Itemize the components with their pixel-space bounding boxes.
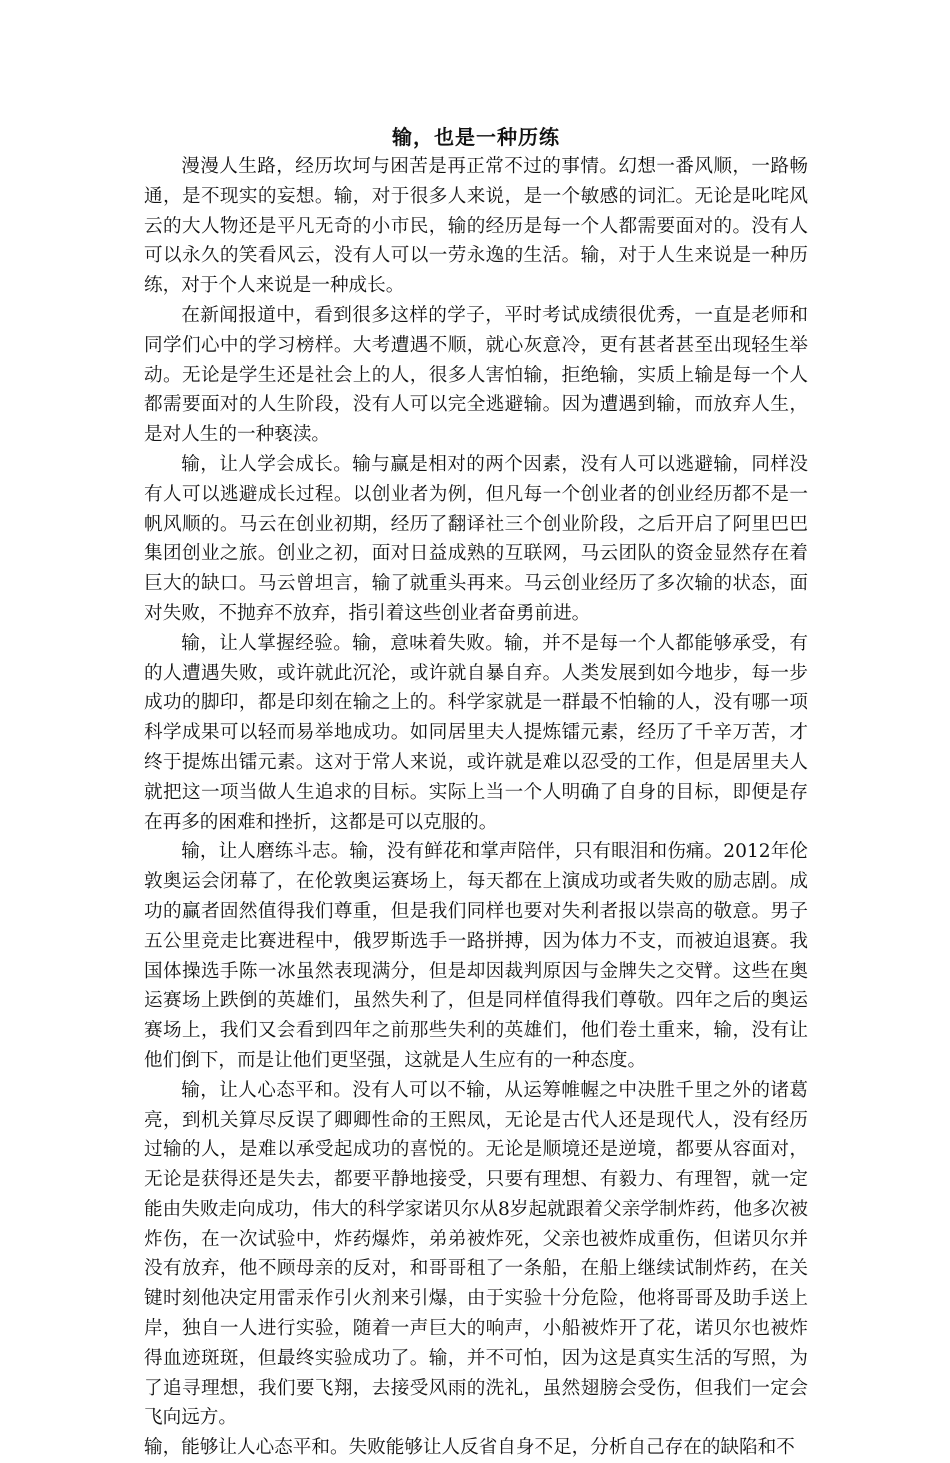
paragraph-7: 输，能够让人心态平和。失败能够让人反省自身不足，分析自己存在的缺陷和不	[144, 1437, 795, 1459]
document-title: 输，也是一种历练	[392, 125, 560, 149]
document-body	[144, 120, 808, 1463]
paragraph-1: 漫漫人生路，经历坎坷与困苦是再正常不过的事情。幻想一番风顺，一路畅通，是不现实的妄想。输，对于很多人来说，是一个敏感的词汇。无论是叱咤风云的大人物还是平凡无奇的小市民，输的经历是每一个人都需要面对的。没有人可以永久的笑看风云，没有人可以一劳永逸的生活。输，对于人生来说是一种历练，对于个人来说是一种成长。	[144, 156, 808, 297]
paragraph-6: 输，让人心态平和。没有人可以不输，从运筹帷幄之中决胜千里之外的诸葛亮，到机关算尽反误了卿卿性命的王熙凤，无论是古代人还是现代人，没有经历过输的人，是难以承受起成功的喜悦的。无论是顺境还是逆境，都要从容面对，无论是获得还是失去，都要平静地接受，只要有理想、有毅力、有理智，就一定能由失败走向成功，伟大的科学家诺贝尔从8岁起就跟着父亲学制炸药，他多次被炸伤，在一次试验中，炸药爆炸，弟弟被炸死，父亲也被炸成重伤，但诺贝尔并没有放弃，他不顾母亲的反对，和哥哥租了一条船，在船上继续试制炸药，在关键时刻他决定用雷汞作引火剂来引爆，由于实验十分危险，他将哥哥及助手送上岸，独自一人进行实验，随着一声巨大的响声，小船被炸开了花，诺贝尔也被炸得血迹斑斑，但最终实验成功了。输，并不可怕，因为这是真实生活的写照，为了追寻理想，我们要飞翔，去接受风雨的洗礼，虽然翅膀会受伤，但我们一定会飞向远方。	[144, 1079, 808, 1429]
paragraph-2: 在新闻报道中，看到很多这样的学子，平时考试成绩很优秀，一直是老师和同学们心中的学习榜样。大考遭遇不顺，就心灰意冷，更有甚者甚至出现轻生举动。无论是学生还是社会上的人，很多人害怕输，拒绝输，实质上输是每一个人都需要面对的人生阶段，没有人可以完全逃避输。因为遭遇到输，而放弃人生，是对人生的一种亵渎。	[144, 304, 808, 446]
paragraph-3: 输，让人学会成长。输与赢是相对的两个因素，没有人可以逃避输，同样没有人可以逃避成长过程。以创业者为例，但凡每一个创业者的创业经历都不是一帆风顺的。马云在创业初期，经历了翻译社三个创业阶段，之后开启了阿里巴巴集团创业之旅。创业之初，面对日益成熟的互联网，马云团队的资金显然存在着巨大的缺口。马云曾坦言，输了就重头再来。马云创业经历了多次输的状态，面对失败，不抛弃不放弃，指引着这些创业者奋勇前进。	[144, 453, 808, 624]
paragraph-4: 输，让人掌握经验。输，意味着失败。输，并不是每一个人都能够承受，有的人遭遇失败，或许就此沉沦，或许就自暴自弃。人类发展到如今地步，每一步成功的脚印，都是印刻在输之上的。科学家就是一群最不怕输的人，没有哪一项科学成果可以轻而易举地成功。如同居里夫人提炼镭元素，经历了千辛万苦，才终于提炼出镭元素。这对于常人来说，或许就是难以忍受的工作，但是居里夫人就把这一项当做人生追求的目标。实际上当一个人明确了自身的目标，即便是存在再多的困难和挫折，这都是可以克服的。	[144, 632, 808, 833]
paragraph-5: 输，让人磨练斗志。输，没有鲜花和掌声陪伴，只有眼泪和伤痛。2012年伦敦奥运会闭幕了，在伦敦奥运赛场上，每天都在上演成功或者失败的励志剧。成功的赢者固然值得我们尊重，但是我们同样也要对失利者报以崇高的敬意。男子五公里竞走比赛进程中，俄罗斯选手一路拼搏，因为体力不支，而被迫退赛。我国体操选手陈一冰虽然表现满分，但是却因裁判原因与金牌失之交臂。这些在奥运赛场上跌倒的英雄们，虽然失利了，但是同样值得我们尊敬。四年之后的奥运赛场上，我们又会看到四年之前那些失利的英雄们，他们卷土重来，输，没有让他们倒下，而是让他们更坚强，这就是人生应有的一种态度。	[144, 841, 808, 1071]
